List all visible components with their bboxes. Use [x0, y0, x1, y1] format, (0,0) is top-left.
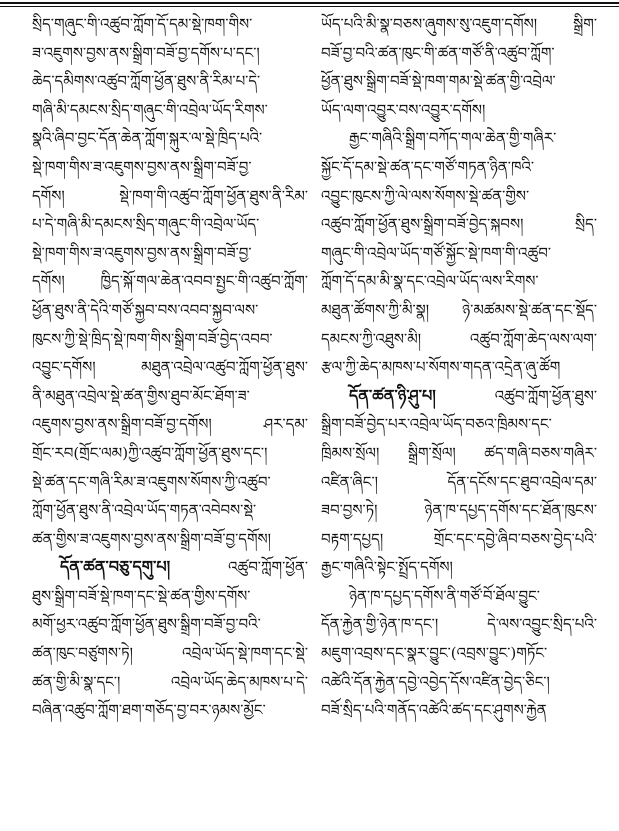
text-line: ཀློག་དོ་དམ་མི་སྣ་དང་འབྲེལ་ཡོད་ལས་རིགས་ [321, 272, 539, 291]
article-heading-text: འཚུབ་ཀློག་ཕྱོན་ [228, 558, 308, 577]
text-line: ཉེན་ཁ་དཔྱད་དགོས་ནི་གཙོ་བོ་ཐོལ་བྱུང་ [349, 586, 540, 605]
text-line: ཚན་གྱི་མི་སྣ་དང་། འབྲེལ་ཡོད་ཆེད་མཁས་པ་དེ་ [32, 672, 308, 691]
text-line: ཕྱོན་ཐུས་ནི་དེའི་གཙོ་སྐྱབ་བས་འབབ་སྐྱབ་ལས་ [32, 300, 259, 319]
text-line: ཟབ་བྱས་ཏེ། ཉེན་ཁ་དཔྱད་དགོས་དང་ཐོན་ཁུངས་ [321, 501, 597, 520]
text-line: བརྟག་དཔྱད། གྲོང་དང་དབྱེ་ཞིབ་བཅས་བྱེད་པའི་ [321, 529, 597, 548]
right-column [321, 10, 597, 725]
text-line: གཞུང་གི་འབྲེལ་ཡོད་གཙོ་སྐྱོང་སྡེ་ཁག་གི་འཚུབ་ [321, 243, 552, 262]
article-line [32, 553, 308, 582]
text-line: མཐུན་ཚོགས་ཀྱི་མི་སྣ། ཉེ་མཚམས་སྡེ་ཚན་དང་སྡོད་ [321, 300, 597, 319]
top-rule-thick [0, 2, 619, 4]
text-line: ཁུངས་ཀྱི་སྡེ་ཁྲིད་སྡེ་ཁག་གིས་སྒྲིག་བཟོ་བྱེད་འབབ་ [32, 329, 273, 348]
text-line: རྒྱང་གཞིའི་སྒྲིག་བཀོད་གལ་ཆེན་གྱི་གཞིར་ [349, 129, 557, 148]
article-heading: དོན་ཚན་བཅུ་དགུ་པ། [60, 557, 171, 577]
text-line: སྡེ་ཚན་དང་གཞི་རིམ་ཟ་འཇུགས་སོགས་ཀྱི་འཚུབ་ [32, 472, 271, 491]
text-line: སྣའི་ཞིབ་བྱང་དོན་ཆེན་ཀློག་སྐུར་ལ་སྡེ་ཁྲིད་པའི་ [32, 129, 263, 148]
text-line: འབྱུང་ཁུངས་ཀྱི་ལེ་ལས་སོགས་སྡེ་ཚན་གྱིས་ [321, 186, 530, 205]
text-line: མགོ་ཕྱར་འཚུབ་ཀློག་ཕྱོན་ཐུས་སྒྲིག་བཟོ་བྱ་བའི་ [32, 615, 261, 634]
text-line: ཀློག་ཕྱོན་ཐུས་ནི་འབྲེལ་ཡོད་གཏན་འབེབས་སྡེ་ [32, 501, 257, 520]
text-line: ཆེད་དམིགས་འཚུབ་ཀློག་ཕྱོན་ཐུས་ནི་རིམ་པ་དེ་ [32, 72, 261, 91]
text-line: ཐུས་སྒྲིག་བཟོ་སྡེ་ཁག་དང་སྡེ་ཚན་གྱིས་དགོས་ [32, 586, 251, 605]
top-rule-thin [0, 6, 619, 7]
text-line: སྒྲིག་བཟོ་བྱེད་པར་འབྲེལ་ཡོད་བཅའ་ཁྲིམས་དང་ [321, 415, 552, 434]
text-line: རྒྱང་གཞིའི་སྟེང་སྤྲོད་དགོས། [321, 558, 453, 577]
text-line: འཛིན་ཞིང་། དོན་དངོས་དང་ཐུབ་འབྲེལ་དམ་ [321, 472, 597, 491]
text-line: དམངས་ཀྱི་འཐུས་མི། འཚུབ་ཀློག་ཆེད་ལས་ལག་ [321, 329, 597, 348]
text-line: རྩལ་ཀྱི་ཆེད་མཁས་པ་སོགས་གདན་འདྲེན་ཞུ་ཚོག [321, 358, 561, 377]
text-line: སྡེ་ཁག་གིས་ཟ་འཇུགས་བྱས་ནས་སྒྲིག་བཟོ་བྱ་ [32, 243, 252, 262]
text-line: སྡེ་ཁག་གིས་ཟ་འཇུགས་བྱས་ནས་སྒྲིག་བཟོ་བྱ་ [32, 157, 252, 176]
text-line: ཕྱོན་ཐུས་སྒྲིག་བཟོ་སྡེ་ཁག་གམ་སྡེ་ཚན་གྱི་འབྲེལ་ [321, 72, 556, 91]
text-line: དོན་རྐྱེན་གྱི་ཉེན་ཁ་དང་། དེ་ལས་འབྱུང་སྲིད་པའི་ [321, 615, 597, 634]
text-line: འཚུབ་ཀློག་ཕྱོན་ཐུས་སྒྲིག་བཟོ་བྱེད་སྐབས། སྲིད་ [321, 215, 597, 234]
text-line: ཡོད་པའི་མི་སྣ་བཅས་ཞུགས་སུ་འཇུག་དགོས། སྒྲིག་ [321, 15, 597, 33]
article-heading-text: འཚུབ་ཀློག་ཕྱོན་ཐུས་ [494, 386, 597, 405]
text-line: འབྱུང་དགོས། མཐུན་འབྲེལ་འཚུབ་ཀློག་ཕྱོན་ཐུས་ [32, 358, 308, 377]
left-column [32, 10, 308, 725]
text-line: མཇུག་འབྲས་དང་སྣར་བྱུང་(འབྲས་བྱུང་)གཏོང་ [321, 644, 548, 663]
text-line: ཟ་འཇུགས་བྱས་ནས་སྒྲིག་བཟོ་བྱ་དགོས་པ་དང་། [32, 43, 260, 62]
text-line: པ་དེ་གཞི་མི་དམངས་སྲིད་གཞུང་གི་འབྲེལ་ཡོད་ [32, 215, 260, 234]
article-heading: དོན་ཚན་ཉི་ཤུ་པ། [349, 385, 436, 405]
text-line: ཚན་གྱིས་ཟ་འཇུགས་བྱས་ནས་སྒྲིག་བཟོ་བྱ་དགོས། [32, 529, 272, 548]
text-line: གཞི་མི་དམངས་སྲིད་གཞུང་གི་འབྲེལ་ཡོད་རིགས་ [32, 100, 268, 119]
text-line: བཟོ་སྲིད་པའི་གནོད་འཚེའི་ཚད་དང་ཤུགས་རྐྱེན [321, 701, 547, 720]
text-line: བཟོ་བྱ་བའི་ཚན་ཁུང་གི་ཚན་གཙོ་ནི་འཚུབ་ཀློག་ [321, 43, 555, 62]
text-line: ནི་མཐུན་འབྲེལ་སྡེ་ཚན་གྱིས་ཐུབ་མོང་ཐོག་ཟ་ [32, 386, 250, 405]
text-line: འཚེའི་དོན་རྐྱེན་དབྱེ་འབྱེད་དོས་འཛིན་བྱེད་ཅིང་། [321, 672, 550, 691]
text-line: བཞིན་འཚུབ་ཀློག་ཐག་གཅོད་བྱ་བར་ཉམས་མྱོང་ [32, 701, 266, 720]
text-line: ཡོད་ལག་འབྱུར་བས་འབྱུར་དགོས། [321, 100, 486, 119]
text-line: སྐྱོང་དོ་དམ་སྡེ་ཚན་དང་གཙོ་གཏན་ཉིན་ཁའི་ [321, 157, 535, 176]
text-line: འཇུགས་བྱས་ནས་སྒྲིག་བཟོ་བྱ་དགོས། ཤར་དམ་ [32, 415, 308, 434]
text-line: དགོས། སྡེ་ཁག་གི་འཚུབ་ཀློག་ཕྱོན་ཐུས་ནི་རིམ་ [32, 186, 308, 205]
text-line: ཁྲིམས་སྲོལ། སྒྲིག་སྲོལ། ཚད་གཞི་བཅས་གཞིར་ [321, 443, 597, 462]
text-line: དགོས། ཁྱིད་སྐོ་གལ་ཆེན་འབབ་སྤྱང་གི་འཚུབ་ཀློག་ [32, 272, 308, 291]
article-line [321, 382, 597, 411]
text-line: གྲོང་རབ(གྲོང་ལམ)ཀྱི་འཚུབ་ཀློག་ཕྱོན་ཐུས་དང་། [32, 443, 268, 462]
text-line: ཚན་ཁུང་བཙུགས་ཏེ། འབྲེལ་ཡོད་སྡེ་ཁག་དང་སྡེ་ [32, 644, 308, 663]
text-line: སྲིད་གཞུང་གི་འཚུབ་ཀློག་དོ་དམ་སྡེ་ཁག་གིས་ [32, 15, 253, 33]
